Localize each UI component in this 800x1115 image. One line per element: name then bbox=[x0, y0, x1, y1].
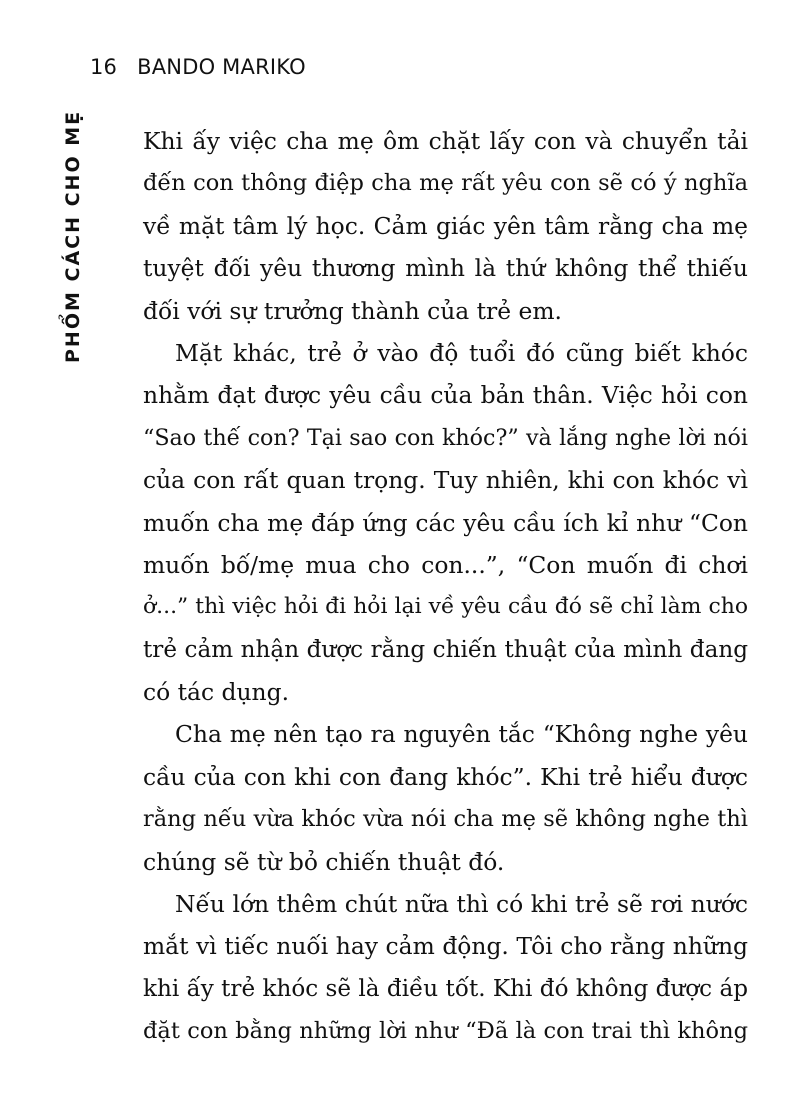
body-text bbox=[143, 120, 748, 1053]
author-name: BANDO MARIKO bbox=[137, 55, 306, 79]
text-line: tuyệt đối yêu thương mình là thứ không thể thiếu bbox=[143, 254, 748, 283]
text-line: nhằm đạt được yêu cầu của bản thân. Việc hỏi con bbox=[143, 381, 748, 410]
text-line: có tác dụng. bbox=[143, 678, 290, 707]
text-line: Nếu lớn thêm chút nữa thì có khi trẻ sẽ rơi nước bbox=[175, 890, 748, 919]
text-line: mắt vì tiếc nuối hay cảm động. Tôi cho rằng những bbox=[143, 932, 748, 961]
text-line: đến con thông điệp cha mẹ rất yêu con sẽ có ý nghĩa bbox=[143, 170, 748, 197]
text-line: muốn cha mẹ đáp ứng các yêu cầu ích kỉ như “Con bbox=[143, 508, 748, 537]
text-line: trẻ cảm nhận được rằng chiến thuật của mình đang bbox=[143, 636, 748, 663]
text-line: Khi ấy việc cha mẹ ôm chặt lấy con và chuyển tải bbox=[143, 127, 748, 155]
text-line: Mặt khác, trẻ ở vào độ tuổi đó cũng biết khóc bbox=[175, 338, 748, 367]
text-line: Cha mẹ nên tạo ra nguyên tắc “Không nghe yêu bbox=[175, 720, 748, 749]
text-line: rằng nếu vừa khóc vừa nói cha mẹ sẽ không nghe thì bbox=[143, 806, 748, 833]
text-line: chúng sẽ từ bỏ chiến thuật đó. bbox=[143, 847, 505, 876]
text-line: muốn bố/mẹ mua cho con...”, “Con muốn đi chơi bbox=[143, 550, 748, 579]
text-line: khi ấy trẻ khóc sẽ là điều tốt. Khi đó không được áp bbox=[143, 975, 748, 1002]
text-line: đặt con bằng những lời như “Đã là con trai thì không bbox=[143, 1018, 748, 1045]
text-line: đối với sự trưởng thành của trẻ em. bbox=[143, 296, 562, 325]
text-line: “Sao thế con? Tại sao con khóc?” và lắng nghe lời nói bbox=[143, 424, 748, 451]
text-line: về mặt tâm lý học. Cảm giác yên tâm rằng cha mẹ bbox=[143, 211, 748, 240]
running-header bbox=[90, 50, 306, 84]
page-number: 16 bbox=[90, 55, 118, 79]
text-line: của con rất quan trọng. Tuy nhiên, khi con khóc vì bbox=[143, 466, 748, 495]
text-line: ở...” thì việc hỏi đi hỏi lại về yêu cầu đó sẽ chỉ làm cho bbox=[143, 594, 748, 620]
vertical-book-title: PHỔM CÁCH CHO MẸ bbox=[62, 109, 84, 364]
text-line: cầu của con khi con đang khóc”. Khi trẻ hiểu được bbox=[143, 762, 748, 791]
